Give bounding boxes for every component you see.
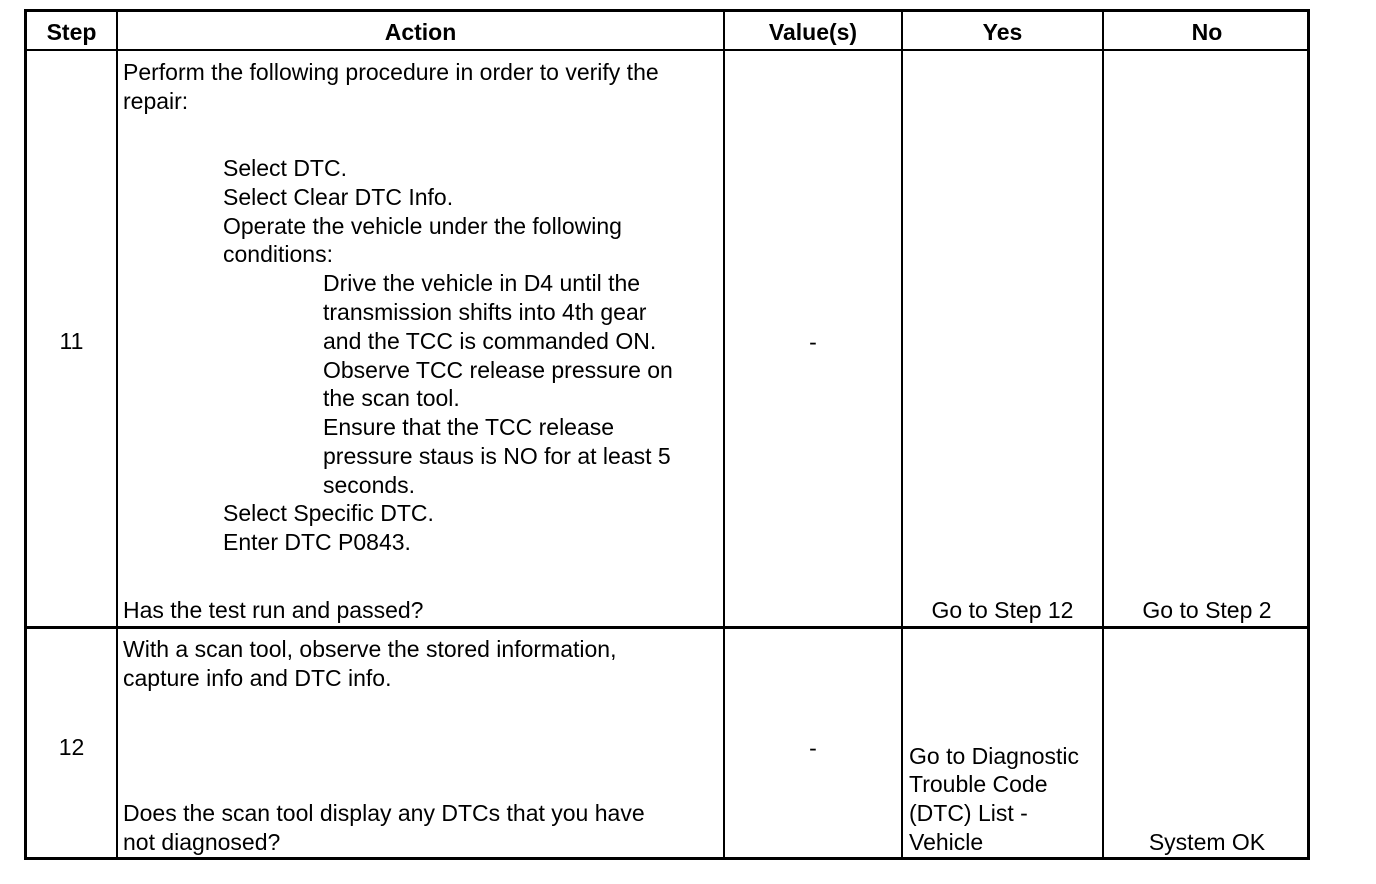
row-divider bbox=[27, 626, 1307, 629]
action-sublist-item: the scan tool. bbox=[323, 385, 460, 411]
action-text: With a scan tool, observe the stored information, bbox=[123, 636, 617, 662]
value-cell: - bbox=[809, 329, 817, 355]
action-text: capture info and DTC info. bbox=[123, 665, 392, 691]
yes-result: Go to Diagnostic bbox=[909, 743, 1080, 769]
action-list-item: Select Clear DTC Info. bbox=[223, 184, 454, 210]
no-result: Go to Step 2 bbox=[1142, 597, 1272, 623]
yes-result: (DTC) List - bbox=[909, 800, 1028, 826]
action-list-item: Select DTC. bbox=[223, 155, 347, 181]
step-number: 12 bbox=[58, 734, 85, 760]
header-no: No bbox=[1191, 19, 1223, 45]
action-list-item: Enter DTC P0843. bbox=[223, 529, 411, 555]
yes-result: Vehicle bbox=[909, 829, 984, 855]
action-list-item: Select Specific DTC. bbox=[223, 500, 434, 526]
action-text: repair: bbox=[123, 88, 189, 114]
action-sublist-item: transmission shifts into 4th gear bbox=[323, 299, 647, 325]
yes-result: Trouble Code bbox=[909, 771, 1048, 797]
action-sublist-item: pressure staus is NO for at least 5 bbox=[323, 443, 671, 469]
action-sublist-item: Drive the vehicle in D4 until the bbox=[323, 270, 641, 296]
action-list-item: conditions: bbox=[223, 241, 333, 267]
header-step: Step bbox=[46, 19, 97, 45]
header-divider bbox=[27, 49, 1307, 51]
action-question: not diagnosed? bbox=[123, 829, 281, 855]
action-text: Perform the following procedure in order to verify the bbox=[123, 59, 659, 85]
action-list-item: Operate the vehicle under the following bbox=[223, 213, 622, 239]
diagnostic-table bbox=[24, 9, 1310, 860]
step-number: 11 bbox=[59, 328, 84, 354]
column-divider bbox=[116, 12, 118, 857]
header-yes: Yes bbox=[982, 19, 1023, 45]
action-sublist-item: Observe TCC release pressure on bbox=[323, 357, 673, 383]
value-cell: - bbox=[809, 735, 817, 761]
action-sublist-item: Ensure that the TCC release bbox=[323, 414, 615, 440]
action-question: Has the test run and passed? bbox=[123, 597, 424, 623]
header-values: Value(s) bbox=[768, 19, 858, 45]
action-question: Does the scan tool display any DTCs that you have bbox=[123, 800, 645, 826]
column-divider bbox=[901, 12, 903, 857]
column-divider bbox=[1102, 12, 1104, 857]
column-divider bbox=[723, 12, 725, 857]
header-action: Action bbox=[384, 19, 457, 45]
yes-result: Go to Step 12 bbox=[931, 597, 1074, 623]
action-sublist-item: seconds. bbox=[323, 472, 416, 498]
no-result: System OK bbox=[1148, 829, 1266, 855]
action-sublist-item: and the TCC is commanded ON. bbox=[323, 328, 657, 354]
